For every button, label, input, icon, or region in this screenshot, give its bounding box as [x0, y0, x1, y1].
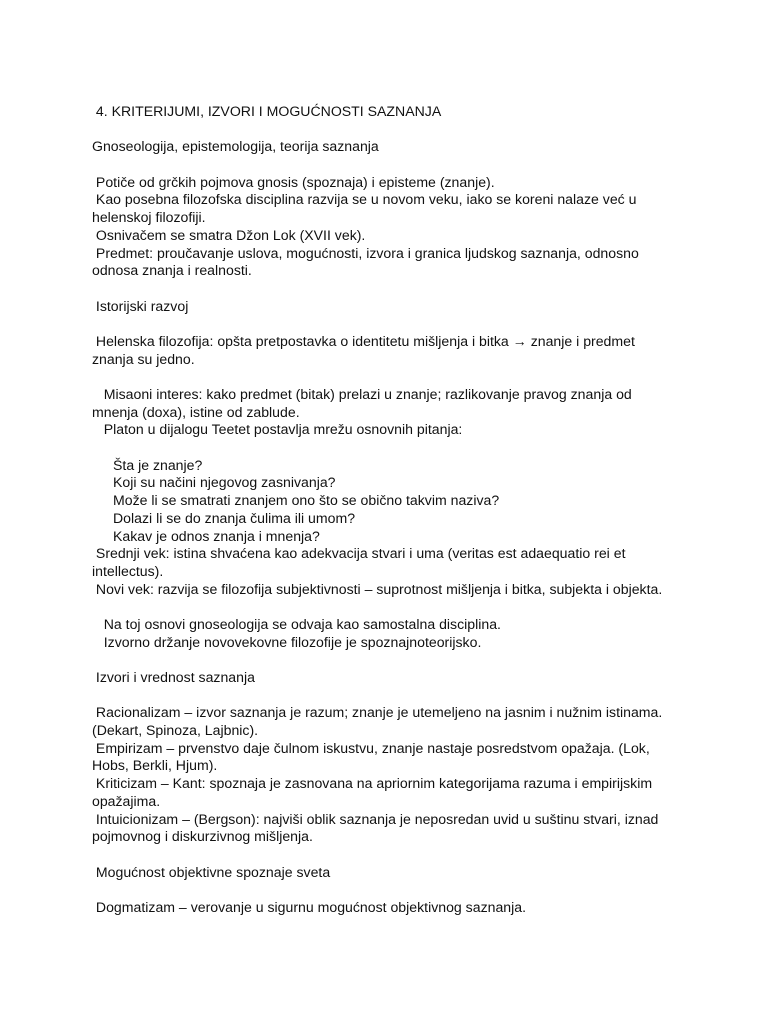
text-line: Izvorno držanje novovekovne filozofije je spoznajnoteorijsko.	[92, 633, 482, 650]
text-line: Novi vek: razvija se filozofija subjektivnosti – suprotnost mišljenja i bitka, subjekta i objekta.	[92, 580, 663, 597]
text-line: Racionalizam – izvor saznanja je razum; znanje je utemeljeno na jasnim i nužnim istinama.	[92, 704, 663, 721]
question-line: Šta je znanje?	[113, 456, 203, 473]
question-line: Koji su načini njegovog zasnivanja?	[113, 474, 336, 491]
text-line: opažajima.	[92, 792, 161, 809]
text-line: Helenska filozofija: opšta pretpostavka o identitetu mišljenja i bitka → znanje i predmet	[92, 332, 635, 349]
text-line: Misaoni interes: kako predmet (bitak) prelazi u znanje; razlikovanje pravog znanja od	[92, 386, 632, 402]
text-line: Kao posebna filozofska disciplina razvija se u novom veku, iako se koreni nalaze već u	[92, 191, 637, 208]
text-line: Osnivačem se smatra Džon Lok (XVII vek).	[92, 226, 366, 243]
section-heading-gnoseologija: Gnoseologija, epistemologija, teorija saznanja	[92, 138, 379, 155]
section-heading-mogucnost: Mogućnost objektivne spoznaje sveta	[92, 863, 331, 880]
text-line: znanja su jedno.	[92, 350, 195, 367]
text-line: Na toj osnovi gnoseologija se odvaja kao samostalna disciplina.	[92, 615, 501, 632]
section-heading-izvori: Izvori i vrednost saznanja	[92, 669, 255, 685]
question-line: Kakav je odnos znanja i mnenja?	[113, 527, 320, 544]
text-line: (Dekart, Spinoza, Lajbnic).	[92, 722, 259, 739]
text-line: helenskoj filozofiji.	[92, 209, 206, 226]
text-line: odnosa znanja i realnosti.	[92, 262, 252, 279]
section-heading-istorijski-razvoj: Istorijski razvoj	[92, 297, 189, 314]
text-line: mnenja (doxa), istine od zablude.	[92, 403, 300, 420]
text-line: Dogmatizam – verovanje u sigurnu mogućnost objektivnog saznanja.	[92, 898, 527, 915]
question-line: Može li se smatrati znanjem ono što se obično takvim naziva?	[113, 492, 500, 509]
document-page	[92, 103, 663, 917]
text-line: Empirizam – prvenstvo daje čulnom iskustvu, znanje nastaje posredstvom opažaja. (Lok,	[92, 739, 650, 756]
document-title: 4. KRITERIJUMI, IZVORI I MOGUĆNOSTI SAZNANJA	[92, 103, 442, 119]
text-line: Kriticizam – Kant: spoznaja je zasnovana na apriornim kategorijama razuma i empirijskim	[92, 775, 653, 792]
question-line: Dolazi li se do znanja čulima ili umom?	[113, 509, 356, 526]
text-line: Predmet: proučavanje uslova, mogućnosti, izvora i granica ljudskog saznanja, odnosno	[92, 244, 639, 261]
text-line: Intuicionizam – (Bergson): najviši oblik saznanja je neposredan uvid u suštinu stvari, iznad	[92, 810, 659, 827]
text-line: Hobs, Berkli, Hjum).	[92, 757, 218, 774]
text-line: Srednji vek: istina shvaćena kao adekvacija stvari i uma (veritas est adaequatio rei et	[92, 545, 626, 562]
text-line: intellectus).	[92, 562, 164, 579]
text-line: Potiče od grčkih pojmova gnosis (spoznaja) i episteme (znanje).	[92, 173, 495, 190]
text-line: Platon u dijalogu Teetet postavlja mrežu osnovnih pitanja:	[92, 421, 463, 438]
text-line: pojmovnog i diskurzivnog mišljenja.	[92, 828, 313, 845]
